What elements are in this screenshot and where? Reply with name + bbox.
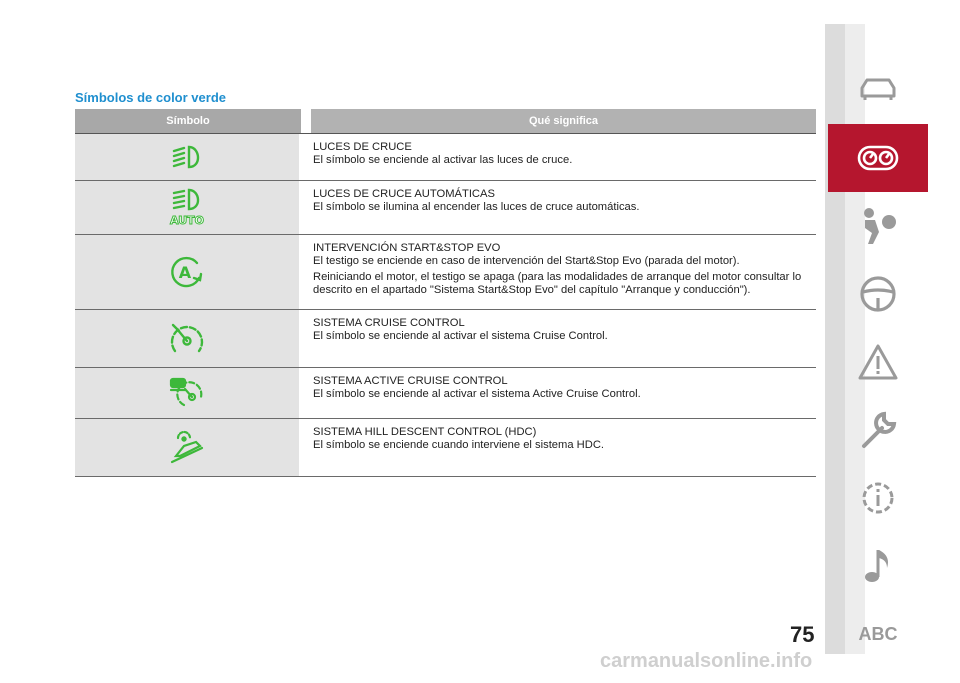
auto-label: AUTO bbox=[170, 213, 204, 227]
warning-triangle-icon bbox=[857, 343, 899, 381]
music-note-icon bbox=[861, 546, 895, 586]
sidebar-item-safety[interactable] bbox=[828, 192, 928, 260]
sidebar-item-driving[interactable] bbox=[828, 260, 928, 328]
column-header-symbol: Símbolo bbox=[75, 109, 301, 133]
row-description: El símbolo se enciende al activar el sistema Cruise Control. bbox=[313, 330, 608, 342]
row-heading: LUCES DE CRUCE AUTOMÁTICAS bbox=[313, 188, 495, 200]
sidebar-item-technical-data[interactable] bbox=[828, 464, 928, 532]
row-heading: INTERVENCIÓN START&STOP EVO bbox=[313, 242, 501, 254]
table-row bbox=[75, 235, 816, 310]
start-stop-label: A bbox=[178, 263, 192, 282]
watermark: carmanualsonline.info bbox=[600, 650, 813, 672]
row-description: Reiniciando el motor, el testigo se apaga (para las modalidades de arranque del motor consultar lo descrito en el apartado "Sistema Start&Stop Evo" del capítulo "Arranque y conducción"). bbox=[313, 271, 802, 296]
page-number: 75 bbox=[790, 622, 815, 647]
table-row bbox=[75, 419, 816, 477]
row-heading: LUCES DE CRUCE bbox=[313, 141, 412, 153]
row-heading: SISTEMA HILL DESCENT CONTROL (HDC) bbox=[313, 426, 537, 438]
chapter-nav bbox=[828, 56, 928, 668]
row-description: El símbolo se enciende al activar el sistema Active Cruise Control. bbox=[313, 388, 641, 400]
symbols-table bbox=[75, 109, 816, 477]
row-description: El símbolo se ilumina al encender las luces de cruce automáticas. bbox=[313, 201, 640, 213]
info-gear-icon bbox=[858, 478, 898, 518]
page-title: Símbolos de color verde bbox=[75, 90, 226, 105]
sidebar-item-maintenance[interactable] bbox=[828, 396, 928, 464]
start-stop-icon bbox=[167, 254, 207, 290]
row-heading: SISTEMA ACTIVE CRUISE CONTROL bbox=[313, 375, 508, 387]
airbag-icon bbox=[857, 206, 899, 246]
row-heading: SISTEMA CRUISE CONTROL bbox=[313, 317, 465, 329]
sidebar-item-index[interactable] bbox=[828, 600, 928, 668]
sidebar-item-car[interactable] bbox=[828, 56, 928, 124]
table-row bbox=[75, 181, 816, 235]
dashboard-icon bbox=[856, 144, 900, 172]
column-header-meaning: Qué significa bbox=[528, 115, 599, 127]
row-description: El símbolo se enciende al activar las luces de cruce. bbox=[313, 154, 573, 166]
row-description: El símbolo se enciende cuando interviene el sistema HDC. bbox=[313, 439, 605, 451]
table-row bbox=[75, 134, 816, 181]
sidebar-item-multimedia[interactable] bbox=[828, 532, 928, 600]
sidebar-item-dashboard[interactable] bbox=[828, 124, 928, 192]
wrench-icon bbox=[858, 410, 898, 450]
table-row bbox=[75, 368, 816, 419]
row-description: El testigo se enciende en caso de intervención del Start&Stop Evo (parada del motor). bbox=[313, 255, 740, 267]
hill-descent-icon bbox=[166, 430, 208, 466]
cruise-control-icon bbox=[167, 319, 207, 359]
table-header bbox=[75, 109, 816, 134]
low-beam-icon bbox=[169, 144, 205, 170]
abc-icon: ABC bbox=[858, 623, 898, 644]
car-icon bbox=[857, 74, 899, 106]
table-row bbox=[75, 310, 816, 368]
steering-wheel-icon bbox=[858, 274, 898, 314]
sidebar-item-emergency[interactable] bbox=[828, 328, 928, 396]
active-cruise-control-icon bbox=[167, 375, 207, 411]
auto-low-beam-icon bbox=[167, 188, 207, 228]
